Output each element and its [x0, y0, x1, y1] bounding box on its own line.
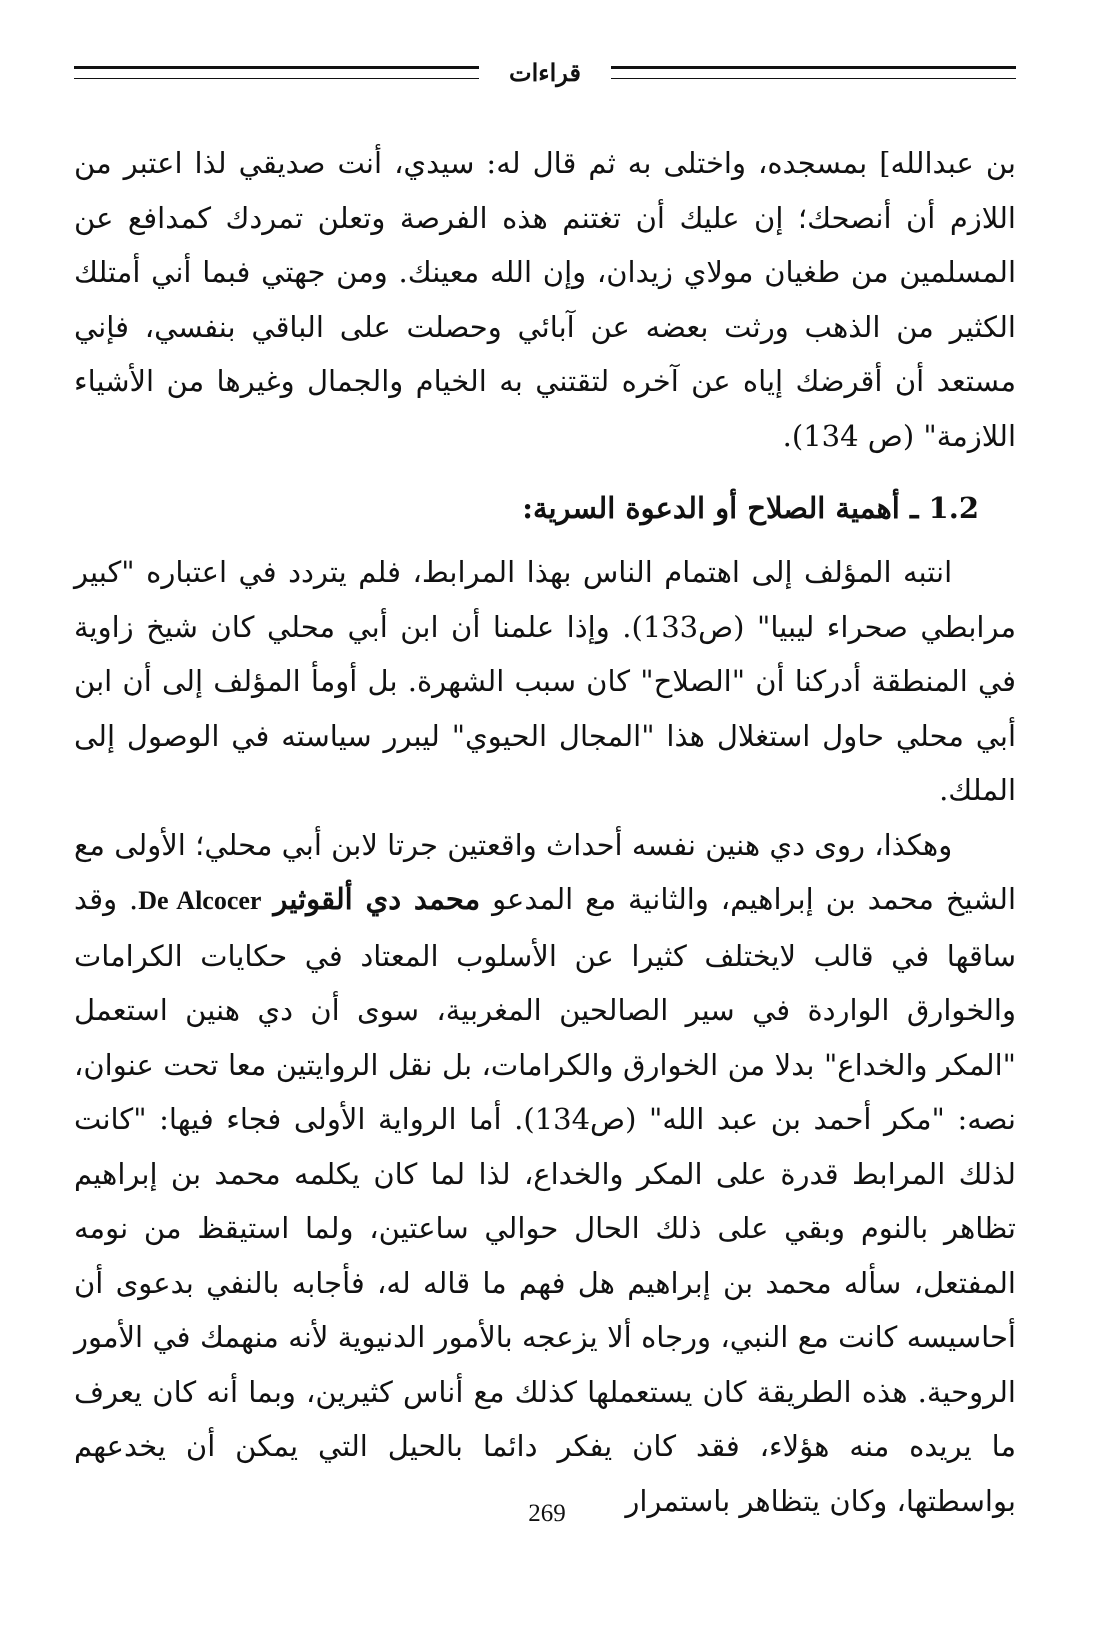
page-number: 269 — [528, 1500, 566, 1527]
continued-paragraph: بن عبدالله] بمسجده، واختلى به ثم قال له: سيدي، أنت صديقي لذا اعتبر من اللازم أن أنصحك؛ إن عليك أن تغتنم هذه الفرصة وتعلن تمردك كمدافع عن المسلمين من طغيان مولاي زيدان، وإن الله معينك. ومن جهتي فبما أني أمتلك الكثير من الذهب ورثت بعضه عن آبائي وحصلت على الباقي بنفسي، فإني مستعد أن أقرضك إياه عن آخره لتقتني به الخيام والجمال وغيرها من الأشياء اللازمة" (ص 134). — [74, 146, 1016, 453]
paragraph-2-text-a: وهكذا، روى دي هنين نفسه أحداث واقعتين جرتا لابن أبي محلي؛ الأولى مع الشيخ محمد بن إبراهيم، والثانية مع المدعو — [74, 827, 1016, 916]
header-rule-right — [611, 66, 1016, 79]
section-body — [74, 545, 1016, 1528]
paragraph-1: انتبه المؤلف إلى اهتمام الناس بهذا المرابط، فلم يتردد في اعتباره "كبير مرابطي صحراء ليبيا" (ص133). وإذا علمنا أن ابن أبي محلي كان شيخ زاوية في المنطقة أدركنا أن "الصلاح" كان سبب الشهرة. بل أومأ المؤلف إلى أن ابن أبي محلي حاول استغلال هذا "المجال الحيوي" ليبرر سياسته في الوصول إلى الملك. — [74, 555, 1016, 807]
section-heading: 1.2 ـ أهمية الصلاح أو الدعوة السرية: — [522, 491, 979, 525]
header-rule-left — [74, 66, 479, 79]
paragraph-2-text-b: . وقد ساقها في قالب لايختلف كثيرا عن الأسلوب المعتاد في حكايات الكرامات والخوارق الواردة في سير الصالحين المغربية، سوى أن دي هنين استعمل "المكر والخداع" بدلا من الخوارق والكرامات، بل نقل الروايتين معا تحت عنوان، نصه: "مكر أحمد بن عبد الله" (ص134). أما الرواية الأولى فجاء فيها: "كانت لذلك المرابط قدرة على المكر والخداع، لذا لما كان يكلمه محمد بن إبراهيم تظاهر بالنوم وبقي على ذلك الحال حوالي ساعتين، ولما استيقظ من نومه المفتعل، سأله محمد بن إبراهيم هل فهم ما قاله له، فأجابه بالنفي بدعوى أن أحاسيسه كانت مع النبي، ورجاه ألا يزعجه بالأمور الدنيوية لأنه منهمك في الأمور الروحية. هذه الطريقة كان يستعملها كذلك مع أناس كثيرين، وبما أنه كان يعرف ما يريده منه هؤلاء، فقد كان يفكر دائما بالحيل التي يمكن أن يخدعهم بواسطتها، وكان يتظاهر باستمرار — [74, 882, 1016, 1518]
bold-name-latin: De Alcocer — [138, 886, 262, 915]
running-title: قراءات — [509, 57, 581, 87]
bold-name-arabic: محمد دي ألقوثير — [273, 882, 481, 916]
running-header — [74, 52, 1016, 92]
paragraph-2 — [74, 818, 1016, 1529]
